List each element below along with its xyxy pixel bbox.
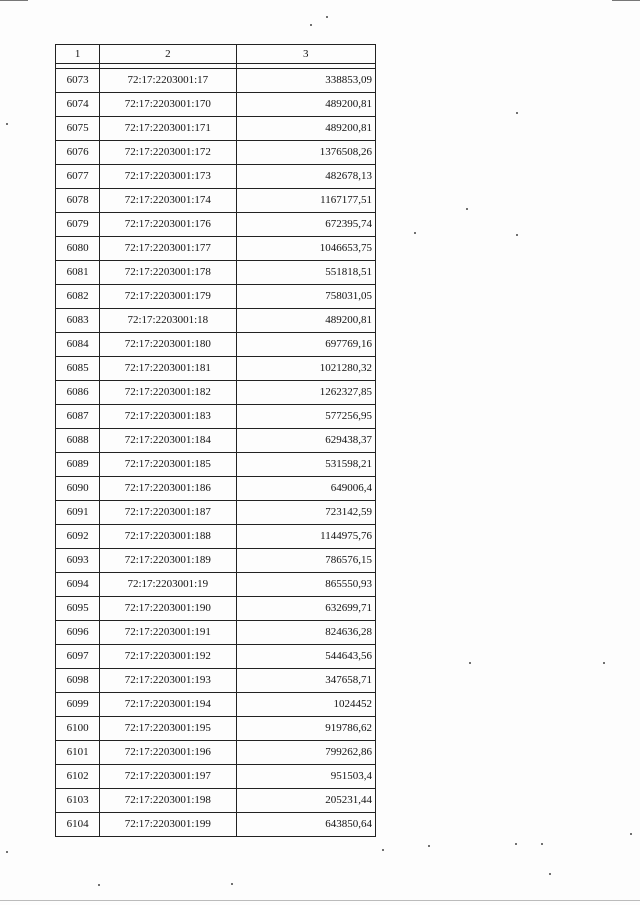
cadastral-value-cell: 799262,86 — [236, 741, 375, 765]
cadastral-value-cell: 577256,95 — [236, 405, 375, 429]
table-row — [56, 621, 376, 645]
cadastral-number-cell: 72:17:2203001:182 — [100, 381, 236, 405]
row-number-cell: 6101 — [56, 741, 100, 765]
cadastral-number-cell: 72:17:2203001:177 — [100, 237, 236, 261]
table-row — [56, 501, 376, 525]
row-number-cell: 6088 — [56, 429, 100, 453]
cadastral-value-cell: 1024452 — [236, 693, 375, 717]
cadastral-number-cell: 72:17:2203001:199 — [100, 813, 236, 837]
table-header-row — [56, 45, 376, 64]
cadastral-value-cell: 544643,56 — [236, 645, 375, 669]
cadastral-number-cell: 72:17:2203001:186 — [100, 477, 236, 501]
cadastral-value-cell: 649006,4 — [236, 477, 375, 501]
row-number-cell: 6084 — [56, 333, 100, 357]
row-number-cell: 6102 — [56, 765, 100, 789]
table-row — [56, 693, 376, 717]
row-number-cell: 6075 — [56, 117, 100, 141]
row-number-cell: 6091 — [56, 501, 100, 525]
cadastral-number-cell: 72:17:2203001:173 — [100, 165, 236, 189]
cadastral-number-cell: 72:17:2203001:194 — [100, 693, 236, 717]
table-row — [56, 117, 376, 141]
table-row — [56, 309, 376, 333]
row-number-cell: 6094 — [56, 573, 100, 597]
cadastral-number-cell: 72:17:2203001:178 — [100, 261, 236, 285]
scan-speck — [516, 112, 518, 114]
cadastral-number-cell: 72:17:2203001:180 — [100, 333, 236, 357]
cadastral-number-cell: 72:17:2203001:19 — [100, 573, 236, 597]
row-number-cell: 6095 — [56, 597, 100, 621]
cadastral-value-cell: 632699,71 — [236, 597, 375, 621]
cadastral-number-cell: 72:17:2203001:191 — [100, 621, 236, 645]
row-number-cell: 6080 — [56, 237, 100, 261]
scan-speck — [310, 24, 312, 26]
cadastral-number-cell: 72:17:2203001:187 — [100, 501, 236, 525]
scan-speck — [603, 662, 605, 664]
row-number-cell: 6077 — [56, 165, 100, 189]
cadastral-value-cell: 629438,37 — [236, 429, 375, 453]
cadastral-value-cell: 489200,81 — [236, 117, 375, 141]
row-number-cell: 6087 — [56, 405, 100, 429]
table-row — [56, 69, 376, 93]
scan-edge-mark — [612, 0, 640, 1]
scan-speck — [6, 123, 8, 125]
cadastral-number-cell: 72:17:2203001:197 — [100, 765, 236, 789]
cadastral-number-cell: 72:17:2203001:193 — [100, 669, 236, 693]
table-row — [56, 189, 376, 213]
table-row — [56, 789, 376, 813]
scan-speck — [466, 208, 468, 210]
table-row — [56, 453, 376, 477]
table-row — [56, 717, 376, 741]
row-number-cell: 6090 — [56, 477, 100, 501]
table-row — [56, 573, 376, 597]
cadastral-number-cell: 72:17:2203001:188 — [100, 525, 236, 549]
table-row — [56, 669, 376, 693]
cadastral-number-cell: 72:17:2203001:176 — [100, 213, 236, 237]
table-row — [56, 93, 376, 117]
cadastral-value-cell: 482678,13 — [236, 165, 375, 189]
table-body — [56, 69, 376, 837]
column-header-1: 1 — [56, 45, 100, 64]
scan-speck — [541, 843, 543, 845]
cadastral-number-cell: 72:17:2203001:171 — [100, 117, 236, 141]
scan-speck — [382, 849, 384, 851]
table-row — [56, 525, 376, 549]
row-number-cell: 6073 — [56, 69, 100, 93]
cadastral-value-cell: 489200,81 — [236, 93, 375, 117]
scan-speck — [516, 234, 518, 236]
cadastral-value-cell: 551818,51 — [236, 261, 375, 285]
cadastral-number-cell: 72:17:2203001:190 — [100, 597, 236, 621]
cadastral-value-cell: 786576,15 — [236, 549, 375, 573]
table-row — [56, 405, 376, 429]
scan-speck — [428, 845, 430, 847]
cadastral-value-table — [55, 44, 376, 837]
cadastral-value-cell: 758031,05 — [236, 285, 375, 309]
table-row — [56, 165, 376, 189]
table-row — [56, 813, 376, 837]
row-number-cell: 6078 — [56, 189, 100, 213]
cadastral-number-cell: 72:17:2203001:185 — [100, 453, 236, 477]
cadastral-value-cell: 951503,4 — [236, 765, 375, 789]
row-number-cell: 6100 — [56, 717, 100, 741]
cadastral-value-cell: 672395,74 — [236, 213, 375, 237]
cadastral-number-cell: 72:17:2203001:179 — [100, 285, 236, 309]
scan-edge-mark — [0, 0, 28, 1]
table-row — [56, 549, 376, 573]
table-row — [56, 645, 376, 669]
cadastral-value-cell: 1167177,51 — [236, 189, 375, 213]
row-number-cell: 6089 — [56, 453, 100, 477]
row-number-cell: 6098 — [56, 669, 100, 693]
table-row — [56, 141, 376, 165]
table-row — [56, 477, 376, 501]
row-number-cell: 6076 — [56, 141, 100, 165]
cadastral-value-cell: 824636,28 — [236, 621, 375, 645]
table-row — [56, 237, 376, 261]
row-number-cell: 6093 — [56, 549, 100, 573]
scan-speck — [414, 232, 416, 234]
column-header-2: 2 — [100, 45, 236, 64]
cadastral-value-cell: 1144975,76 — [236, 525, 375, 549]
table-row — [56, 765, 376, 789]
row-number-cell: 6081 — [56, 261, 100, 285]
row-number-cell: 6092 — [56, 525, 100, 549]
table-row — [56, 381, 376, 405]
cadastral-number-cell: 72:17:2203001:183 — [100, 405, 236, 429]
cadastral-number-cell: 72:17:2203001:198 — [100, 789, 236, 813]
cadastral-value-cell: 531598,21 — [236, 453, 375, 477]
scan-speck — [469, 662, 471, 664]
row-number-cell: 6082 — [56, 285, 100, 309]
cadastral-number-cell: 72:17:2203001:18 — [100, 309, 236, 333]
table-row — [56, 357, 376, 381]
cadastral-number-cell: 72:17:2203001:170 — [100, 93, 236, 117]
cadastral-number-cell: 72:17:2203001:196 — [100, 741, 236, 765]
table-row — [56, 741, 376, 765]
cadastral-number-cell: 72:17:2203001:174 — [100, 189, 236, 213]
scan-speck — [326, 16, 328, 18]
row-number-cell: 6085 — [56, 357, 100, 381]
row-number-cell: 6096 — [56, 621, 100, 645]
table-row — [56, 213, 376, 237]
row-number-cell: 6097 — [56, 645, 100, 669]
row-number-cell: 6104 — [56, 813, 100, 837]
cadastral-value-cell: 338853,09 — [236, 69, 375, 93]
cadastral-value-cell: 643850,64 — [236, 813, 375, 837]
row-number-cell: 6083 — [56, 309, 100, 333]
table-row — [56, 429, 376, 453]
cadastral-value-cell: 347658,71 — [236, 669, 375, 693]
row-number-cell: 6086 — [56, 381, 100, 405]
cadastral-number-cell: 72:17:2203001:17 — [100, 69, 236, 93]
cadastral-value-cell: 1262327,85 — [236, 381, 375, 405]
row-number-cell: 6099 — [56, 693, 100, 717]
row-number-cell: 6079 — [56, 213, 100, 237]
scan-speck — [515, 843, 517, 845]
row-number-cell: 6074 — [56, 93, 100, 117]
scan-speck — [6, 851, 8, 853]
cadastral-number-cell: 72:17:2203001:195 — [100, 717, 236, 741]
scan-speck — [630, 833, 632, 835]
cadastral-value-cell: 919786,62 — [236, 717, 375, 741]
cadastral-number-cell: 72:17:2203001:192 — [100, 645, 236, 669]
cadastral-number-cell: 72:17:2203001:181 — [100, 357, 236, 381]
table-row — [56, 285, 376, 309]
cadastral-value-cell: 1376508,26 — [236, 141, 375, 165]
column-header-3: 3 — [236, 45, 375, 64]
cadastral-value-cell: 1046653,75 — [236, 237, 375, 261]
row-number-cell: 6103 — [56, 789, 100, 813]
table-row — [56, 597, 376, 621]
scan-speck — [98, 884, 100, 886]
cadastral-value-cell: 865550,93 — [236, 573, 375, 597]
cadastral-value-cell: 489200,81 — [236, 309, 375, 333]
cadastral-value-cell: 723142,59 — [236, 501, 375, 525]
cadastral-value-cell: 205231,44 — [236, 789, 375, 813]
scan-edge-mark — [0, 900, 640, 901]
cadastral-value-cell: 1021280,32 — [236, 357, 375, 381]
cadastral-number-cell: 72:17:2203001:184 — [100, 429, 236, 453]
table-row — [56, 333, 376, 357]
scan-speck — [549, 873, 551, 875]
scan-speck — [231, 883, 233, 885]
table-row — [56, 261, 376, 285]
cadastral-number-cell: 72:17:2203001:172 — [100, 141, 236, 165]
cadastral-number-cell: 72:17:2203001:189 — [100, 549, 236, 573]
cadastral-value-cell: 697769,16 — [236, 333, 375, 357]
